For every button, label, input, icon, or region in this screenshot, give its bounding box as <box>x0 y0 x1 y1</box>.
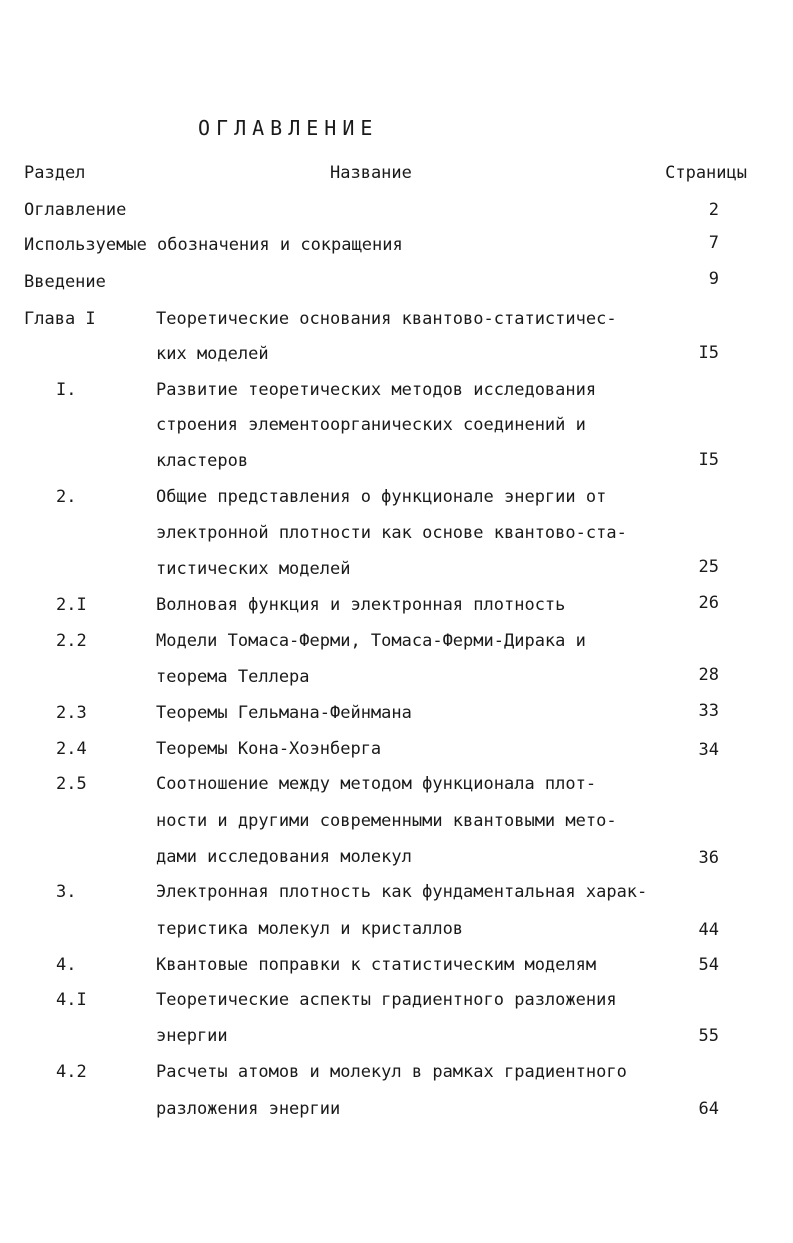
toc-entry-name-line: Теоретические основания квантово-статистичес- <box>156 309 617 329</box>
toc-entry-section: 2.I <box>56 595 87 615</box>
toc-entry-page: 54 <box>698 955 719 975</box>
page-title: ОГЛАВЛЕНИЕ <box>198 116 379 140</box>
toc-entry-name-line: тистических моделей <box>156 559 351 579</box>
toc-entry-section: Оглавление <box>24 200 127 220</box>
toc-entry-name-line: Теоремы Гельмана-Фейнмана <box>156 703 412 723</box>
toc-entry-name-line: Модели Томаса-Ферми, Томаса-Ферми-Дирака и <box>156 631 586 651</box>
toc-entry-page: 28 <box>698 665 719 685</box>
toc-entry-page: 64 <box>698 1099 719 1119</box>
toc-entry-page: I5 <box>698 343 719 363</box>
toc-entry-page: 34 <box>698 740 719 760</box>
toc-entry-section: Используемые обозначения и сокращения <box>24 235 403 255</box>
toc-entry-name-line: строения элементоорганических соединений и <box>156 415 586 435</box>
toc-entry-page: I5 <box>698 450 719 470</box>
toc-entry-page: 25 <box>698 557 719 577</box>
toc-entry-page: 33 <box>698 701 719 721</box>
toc-entry-section: 2. <box>56 487 77 507</box>
toc-entry-page: 44 <box>698 920 719 940</box>
toc-entry-page: 26 <box>698 593 719 613</box>
toc-entry-name-line: Расчеты атомов и молекул в рамках градиентного <box>156 1062 627 1082</box>
toc-entry-name-line: Теоретические аспекты градиентного разложения <box>156 990 617 1010</box>
toc-entry-section: 2.4 <box>56 739 87 759</box>
header-name: Название <box>330 163 412 183</box>
toc-entry-page: 36 <box>698 848 719 868</box>
toc-entry-section: 4.2 <box>56 1062 87 1082</box>
toc-entry-name-line: теорема Теллера <box>156 667 310 687</box>
toc-entry-name-line: Развитие теоретических методов исследования <box>156 380 597 400</box>
toc-entry-name-line: энергии <box>156 1026 228 1046</box>
toc-entry-section: 2.2 <box>56 631 87 651</box>
toc-entry-name-line: электронной плотности как основе квантово-ста- <box>156 523 627 543</box>
toc-entry-section: I. <box>56 380 77 400</box>
toc-entry-name-line: Теоремы Кона-Хоэнберга <box>156 739 382 759</box>
toc-entry-name-line: Квантовые поправки к статистическим моделям <box>156 955 597 975</box>
toc-entry-name-line: ности и другими современными квантовыми мето- <box>156 811 617 831</box>
toc-entry-name-line: разложения энергии <box>156 1099 341 1119</box>
toc-entry-name-line: Общие представления о функционале энергии от <box>156 487 607 507</box>
toc-entry-page: 7 <box>708 233 719 253</box>
toc-entry-name-line: ких моделей <box>156 344 269 364</box>
toc-entry-section: 2.3 <box>56 703 87 723</box>
toc-entry-section: 2.5 <box>56 774 87 794</box>
header-pages: Страницы <box>665 163 747 183</box>
toc-entry-name-line: кластеров <box>156 451 249 471</box>
toc-entry-name-line: теристика молекул и кристаллов <box>156 919 464 939</box>
toc-entry-page: 9 <box>708 269 719 289</box>
header-section: Раздел <box>24 163 86 183</box>
toc-entry-section: 4.I <box>56 990 87 1010</box>
toc-entry-name-line: Электронная плотность как фундаментальная харак- <box>156 882 648 902</box>
toc-entry-name-line: Волновая функция и электронная плотность <box>156 595 566 615</box>
toc-entry-section: Глава I <box>24 309 96 329</box>
toc-entry-section: 4. <box>56 955 77 975</box>
toc-entry-section: Введение <box>24 272 106 292</box>
toc-entry-page: 2 <box>708 200 719 220</box>
toc-entry-name-line: Соотношение между методом функционала плот- <box>156 774 597 794</box>
toc-entry-section: 3. <box>56 882 77 902</box>
toc-entry-page: 55 <box>698 1026 719 1046</box>
toc-entry-name-line: дами исследования молекул <box>156 847 412 867</box>
